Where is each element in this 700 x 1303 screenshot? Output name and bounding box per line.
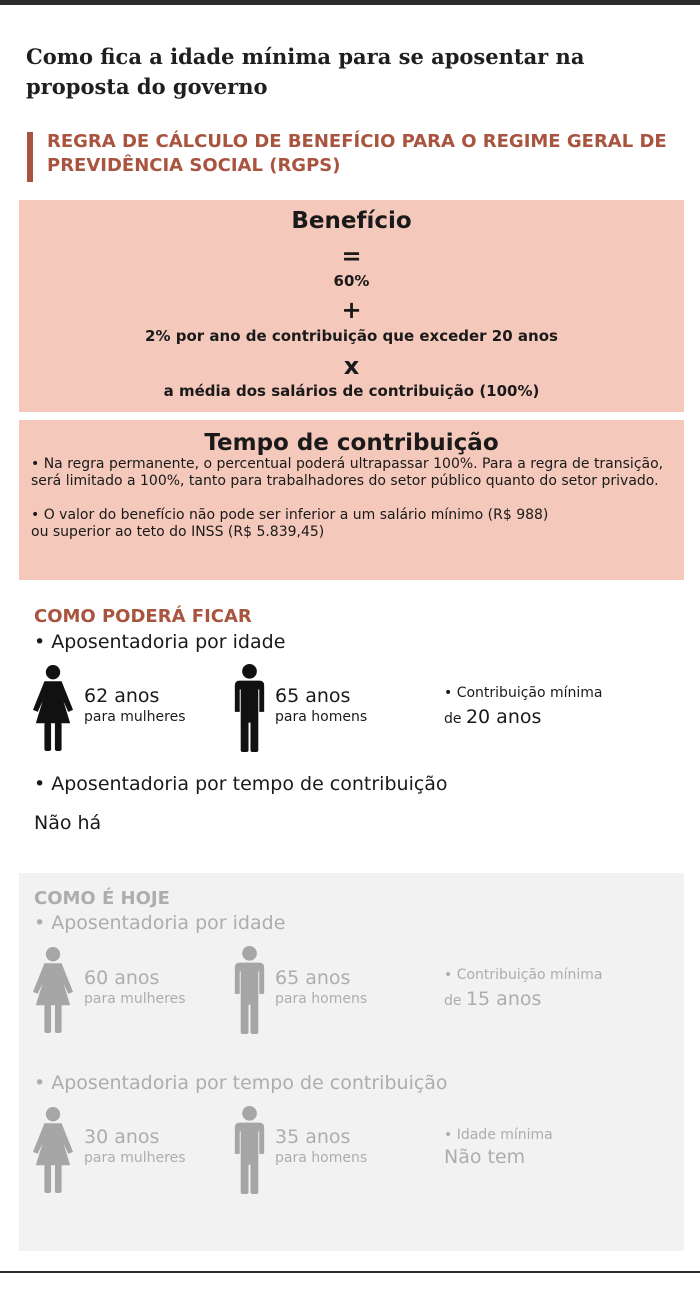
proposal-min-contribution-prefix: de (444, 711, 462, 727)
current-time-women-label: para mulheres (84, 1150, 186, 1166)
current-heading: COMO É HOJE (34, 888, 170, 909)
formula-title: Benefício (291, 208, 412, 234)
man-icon (234, 946, 265, 1034)
page-title: Como fica a idade mínima para se aposentar na proposta do governo (26, 44, 585, 99)
proposal-min-contribution (444, 706, 541, 730)
section-title: REGRA DE CÁLCULO DE BENEFÍCIO PARA O REGIME GERAL DE PREVIDÊNCIA SOCIAL (RGPS) (47, 131, 667, 176)
current-time-retirement-label: • Aposentadoria por tempo de contribuição (34, 1072, 448, 1094)
proposal-men-label: para homens (275, 709, 368, 725)
contribution-time-box (19, 420, 684, 580)
current-men-age: 65 anos (275, 967, 351, 989)
bottom-rule (0, 1271, 700, 1273)
contribution-note-2a: • O valor do benefício não pode ser inferior a um salário mínimo (R$ 988) (31, 507, 549, 523)
woman-icon (32, 664, 74, 752)
plus-sign: + (341, 296, 362, 324)
equals-sign: = (341, 242, 362, 270)
current-min-contribution (444, 988, 541, 1012)
contribution-time-title: Tempo de contribuição (204, 430, 499, 456)
woman-icon (32, 1106, 74, 1194)
current-min-contribution-label: • Contribuição mínima (444, 967, 603, 983)
formula-base-percent: 60% (333, 272, 370, 290)
proposal-women-label: para mulheres (84, 709, 186, 725)
times-sign: x (343, 352, 360, 380)
current-men-label: para homens (275, 991, 368, 1007)
proposal-time-retirement-value: Não há (34, 812, 102, 834)
proposal-women-age: 62 anos (84, 685, 160, 707)
current-women-age: 60 anos (84, 967, 160, 989)
current-time-men-years: 35 anos (275, 1126, 351, 1148)
proposal-min-contribution-label: • Contribuição mínima (444, 685, 603, 701)
current-time-women-years: 30 anos (84, 1126, 160, 1148)
woman-icon (32, 946, 74, 1034)
proposal-heading: COMO PODERÁ FICAR (34, 606, 252, 627)
man-icon (234, 1106, 265, 1194)
formula-average: a média dos salários de contribuição (100%) (163, 382, 540, 400)
accent-bar (27, 132, 33, 182)
contribution-note-2b: ou superior ao teto do INSS (R$ 5.839,45) (31, 524, 325, 540)
proposal-age-retirement-label: • Aposentadoria por idade (34, 631, 286, 653)
current-time-men-label: para homens (275, 1150, 368, 1166)
formula-increment: 2% por ano de contribuição que exceder 20 anos (145, 327, 558, 345)
benefit-formula-box (19, 200, 684, 412)
proposal-time-retirement-label: • Aposentadoria por tempo de contribuição (34, 773, 448, 795)
top-rule (0, 0, 700, 5)
current-min-age-label: • Idade mínima (444, 1127, 553, 1143)
current-min-age-value: Não tem (444, 1146, 526, 1168)
proposal-min-contribution-value: 20 anos (465, 706, 542, 728)
current-women-label: para mulheres (84, 991, 186, 1007)
man-icon (234, 664, 265, 752)
section-header (27, 130, 677, 178)
contribution-note-1: • Na regra permanente, o percentual poderá ultrapassar 100%. Para a regra de transição, será limitado a 100%, tanto para trabalhadores do setor público quanto do setor privado. (31, 456, 664, 489)
proposal-men-age: 65 anos (275, 685, 351, 707)
current-min-contribution-value: 15 anos (465, 988, 542, 1010)
current-min-contribution-prefix: de (444, 993, 462, 1009)
current-age-retirement-label: • Aposentadoria por idade (34, 912, 286, 934)
